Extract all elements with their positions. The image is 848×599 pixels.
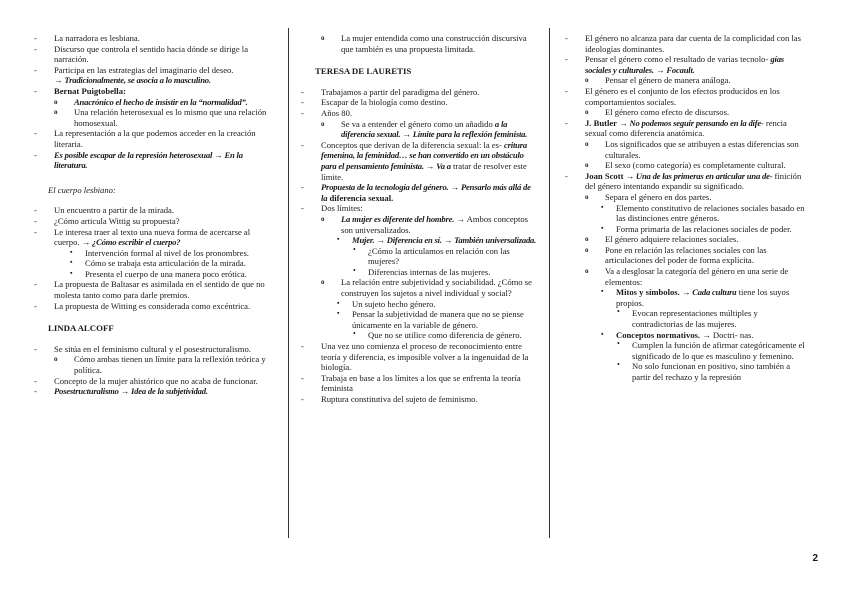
list-item: - Dos límites: <box>301 203 363 214</box>
list-item: o Una relación heterosexual es lo mismo que una relación homosexual. <box>54 107 267 128</box>
section-heading: TERESA DE LAURETIS <box>315 66 412 77</box>
list-item: o El sexo (como categoría) es completamente cultural. <box>585 160 786 171</box>
list-item: ▪ Intervención formal al nivel de los pronombres. <box>70 247 249 258</box>
list-item: - Discurso que controla el sentido hacia dónde se dirige la narración. <box>34 43 249 65</box>
list-item: - Propuesta de la tecnología del género. → Pensarlo más allá de la diferencia sexual. <box>301 182 531 203</box>
list-item: • ¿Cómo la articulamos en relación con las mujeres? <box>353 244 510 267</box>
list-item: • Que no se utilice como diferencia de género. <box>353 329 522 341</box>
list-item: - Joan Scott → Una de las primeras en articular una de- finición del género intentando expandir su significado. <box>565 170 802 192</box>
list-item: - Bernat Puigtobella: <box>34 85 126 96</box>
column-rule <box>288 28 289 538</box>
list-item: ▪ Forma primaria de las relaciones sociales de poder. <box>601 223 792 234</box>
list-item: - J. Butler → No podemos seguir pensando en la dife- rencia sexual como diferencia anatómica. <box>565 117 787 139</box>
list-item: o El género adquiere relaciones sociales. <box>585 234 739 245</box>
list-item: o Pone en relación las relaciones sociales con las articulaciones del poder de forma explícita. <box>585 244 767 266</box>
list-item: o Va a desglosar la categoría del género en una serie de elementos: <box>585 266 789 287</box>
list-item: - Años 80. <box>301 107 353 118</box>
page-number: 2 <box>812 553 818 564</box>
list-item: - Se sitúa en el feminismo cultural y el posestructuralismo. <box>34 343 251 354</box>
list-item: ▪ Un sujeto hecho género. <box>337 298 436 309</box>
list-item: ▪ Elemento constitutivo de relaciones sociales basado en las distinciones entre géneros. <box>601 202 805 224</box>
section-heading: LINDA ALCOFF <box>48 323 114 334</box>
list-item: o Cómo ambas tienen un límite para la reflexión teórica y política. <box>54 354 266 376</box>
list-item: - Conceptos que derivan de la diferencia sexual: la es- critura femenina, la feminidad… se han convertido en un obstáculo para el pensamiento feminista. → Va a tratar de resolver este límite. <box>301 139 527 182</box>
list-item: - La narradora es lesbiana. <box>34 33 140 43</box>
list-item: - Le interesa traer al texto una nueva forma de acercarse al cuerpo. → ¿Cómo escribir el cuerpo? <box>34 226 251 248</box>
list-item: - Trabajamos a partir del paradigma del género. <box>301 86 480 97</box>
list-item: o La mujer es diferente del hombre. → Ambos conceptos son universalizados. <box>321 213 528 235</box>
list-item: - Posestructuralismo → Idea de la subjetividad. <box>34 386 208 397</box>
list-item: o Se va a entender el género como un añadido a la diferencia sexual. → Límite para la reflexión feminista. <box>321 118 528 140</box>
list-item: - Participa en las estrategias del imaginario del deseo. → Tradicionalmente, se asocia a lo masculino. <box>34 64 234 86</box>
list-item: - La propuesta de Baltasar es asimilada en el sentido de que no molesta tanto como para darle premios. <box>34 279 265 301</box>
list-item: o El género como efecto de discursos. <box>585 107 730 118</box>
list-item: o Pensar el género de manera análoga. <box>585 75 731 86</box>
list-item: - El género no alcanza para dar cuenta de la complicidad con las ideologías dominantes. <box>565 33 801 54</box>
subheading: El cuerpo lesbiano: <box>48 184 116 195</box>
list-item: - Ruptura constitutiva del sujeto de feminismo. <box>301 394 478 404</box>
list-item: - Un encuentro a partir de la mirada. <box>34 205 175 216</box>
list-item: - Una vez uno comienza el proceso de reconocimiento entre teoría y diferencia, es imposible volver a la ingenuidad de la biología. <box>301 341 529 373</box>
list-item: • Diferencias internas de las mujeres. <box>353 265 491 277</box>
list-item: - El género es el conjunto de los efectos producidos en los comportamientos sociales. <box>565 85 780 107</box>
list-item: - ¿Cómo articula Wittig su propuesta? <box>34 215 180 226</box>
list-item: • No solo funcionan en positivo, sino también a partir del rechazo y la represión <box>617 360 791 382</box>
column-2 <box>301 33 537 405</box>
list-item: o Anacrónico el hecho de insistir en la “normalidad”. <box>54 96 248 107</box>
column-rule <box>549 28 550 538</box>
list-item: ▪ Mujer. → Diferencia en sí. → También universalizada. <box>337 235 537 246</box>
list-item: o Separa el género en dos partes. <box>585 191 712 202</box>
list-item: o La mujer entendida como una construcción discursiva que también es una propuesta limitada. <box>321 33 527 54</box>
list-item: ▪ Cómo se trabaja esta articulación de la mirada. <box>70 258 246 269</box>
list-item: - La representación a la que podemos acceder en la creación literaria. <box>34 128 256 149</box>
list-item: o Los significados que se atribuyen a estas diferencias son culturales. <box>585 138 799 160</box>
list-item: ▪ Pensar la subjetividad de manera que no se piense únicamente en la variable de género. <box>337 309 524 330</box>
list-item: - Trabaja en base a los límites a los que se enfrenta la teoría feminista <box>301 372 521 394</box>
list-item: ▪ Conceptos normativos. → Doctri- nas. <box>601 329 754 340</box>
list-item: o La relación entre subjetividad y sociabilidad. ¿Cómo se construyen los sujetos a nivel individual y social? <box>321 277 532 299</box>
list-item: - Es posible escapar de la represión heterosexual → En la literatura. <box>34 149 243 171</box>
list-item: - Concepto de la mujer ahistórico que no acaba de funcionar. <box>34 375 258 386</box>
list-item: ▪ Mitos y símbolos. → Cada cultura tiene los suyos propios. <box>601 287 790 308</box>
list-item: - Escapar de la biología como destino. <box>301 97 448 108</box>
list-item: - Pensar el género como el resultado de varias tecnolo- gías sociales y culturales. → Focault. <box>565 54 784 75</box>
column-1 <box>34 33 274 397</box>
list-item: • Cumplen la función de afirmar categóricamente el significado de lo que es masculino y femenino. <box>617 339 805 361</box>
list-item: • Evocan representaciones múltiples y contradictorias de las mujeres. <box>617 307 758 330</box>
list-item: ▪ Presenta el cuerpo de una manera poco erótica. <box>70 268 247 279</box>
list-item: - La propuesta de Witting es considerada como excéntrica. <box>34 300 251 311</box>
column-3 <box>565 33 806 383</box>
